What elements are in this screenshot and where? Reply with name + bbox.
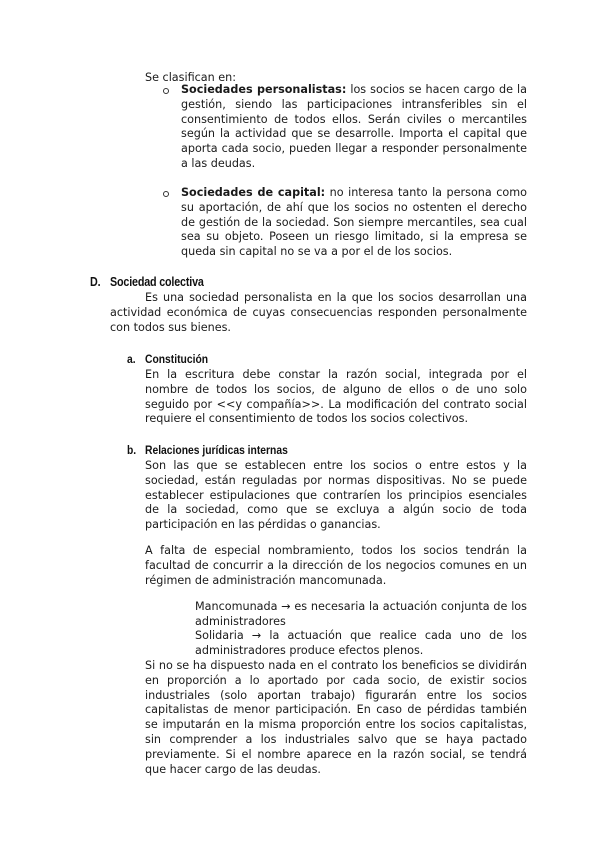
sub-b-para-1: Son las que se establecen entre los socios o entre estos y la sociedad, están reguladas por normas dispositivas. No se puede establecer estipulaciones que contraríen los principios esenciales de la sociedad, como que se excluya a algún socio de toda participación en las pérdidas o ganancias. [145,459,527,532]
definition-mancomunada: Mancomunada → es necesaria la actuación conjunta de los administradores [195,600,527,628]
sub-b-para-3: Si no se ha dispuesto nada en el contrato los beneficios se dividirán en proporción a lo aportado por cada socio, de existir socios industriales (solo aportan trabajo) figurarán entre los socios capitalistas de menor participación. En caso de pérdidas también se imputarán en la misma proporción entre los socios capitalistas, sin comprender a los industriales salvo que se haya pactado previamente. Si el nombre aparece en la razón social, se tendrá que hacer cargo de las deudas. [145,659,527,776]
bullet-item-personalistas [181,83,527,172]
section-d-label: D. [90,275,101,289]
sub-b-para-2: A falta de especial nombramiento, todos los socios tendrán la facultad de concurrir a la dirección de los negocios comunes en un régimen de administración mancomunada. [145,544,527,587]
section-d-body: Es una sociedad personalista en la que los socios desarrollan una actividad económica de cuyas consecuencias responden personalmente con todos sus bienes. [110,291,527,334]
bullet-text: los socios se hacen cargo de la gestión, siendo las participaciones intransferibles sin el consentimiento de todos ellos. Serán civiles o mercantiles según la actividad que se desarrolle. Importa el capital que aporta cada socio, pueden llegar a responder personalmente a las deudas. [181,83,527,170]
bullet-lead: Sociedades personalistas: [181,83,347,96]
bullet-text: no interesa tanto la persona como su aportación, de ahí que los socios no ostenten el derecho de gestión de la sociedad. Son siempre mercantiles, sea cual sea su objeto. Poseen un riesgo limitado, si la empresa se queda sin capital no se va a por el de los socios. [181,186,527,259]
sub-a-body: En la escritura debe constar la razón social, integrada por el nombre de todos los socios, de alguno de ellos o de uno solo seguido por <<y compañía>>. La modificación del contrato social requiere el consentimiento de todos los socios colectivos. [145,368,527,426]
bullet-circle-icon [163,191,169,197]
intro-text: Se clasifican en: [145,71,237,84]
bullet-lead: Sociedades de capital: [181,186,326,199]
bullet-item-capital [181,186,527,260]
sub-a-label: a. [127,352,136,366]
bullet-circle-icon [163,88,169,94]
sub-b-title: Relaciones jurídicas internas [145,443,288,457]
section-d-title: Sociedad colectiva [110,275,204,289]
sub-b-label: b. [127,443,137,457]
sub-a-title: Constitución [145,352,209,366]
definition-solidaria: Solidaria → la actuación que realice cada uno de los administradores produce efectos plenos. [195,629,527,657]
